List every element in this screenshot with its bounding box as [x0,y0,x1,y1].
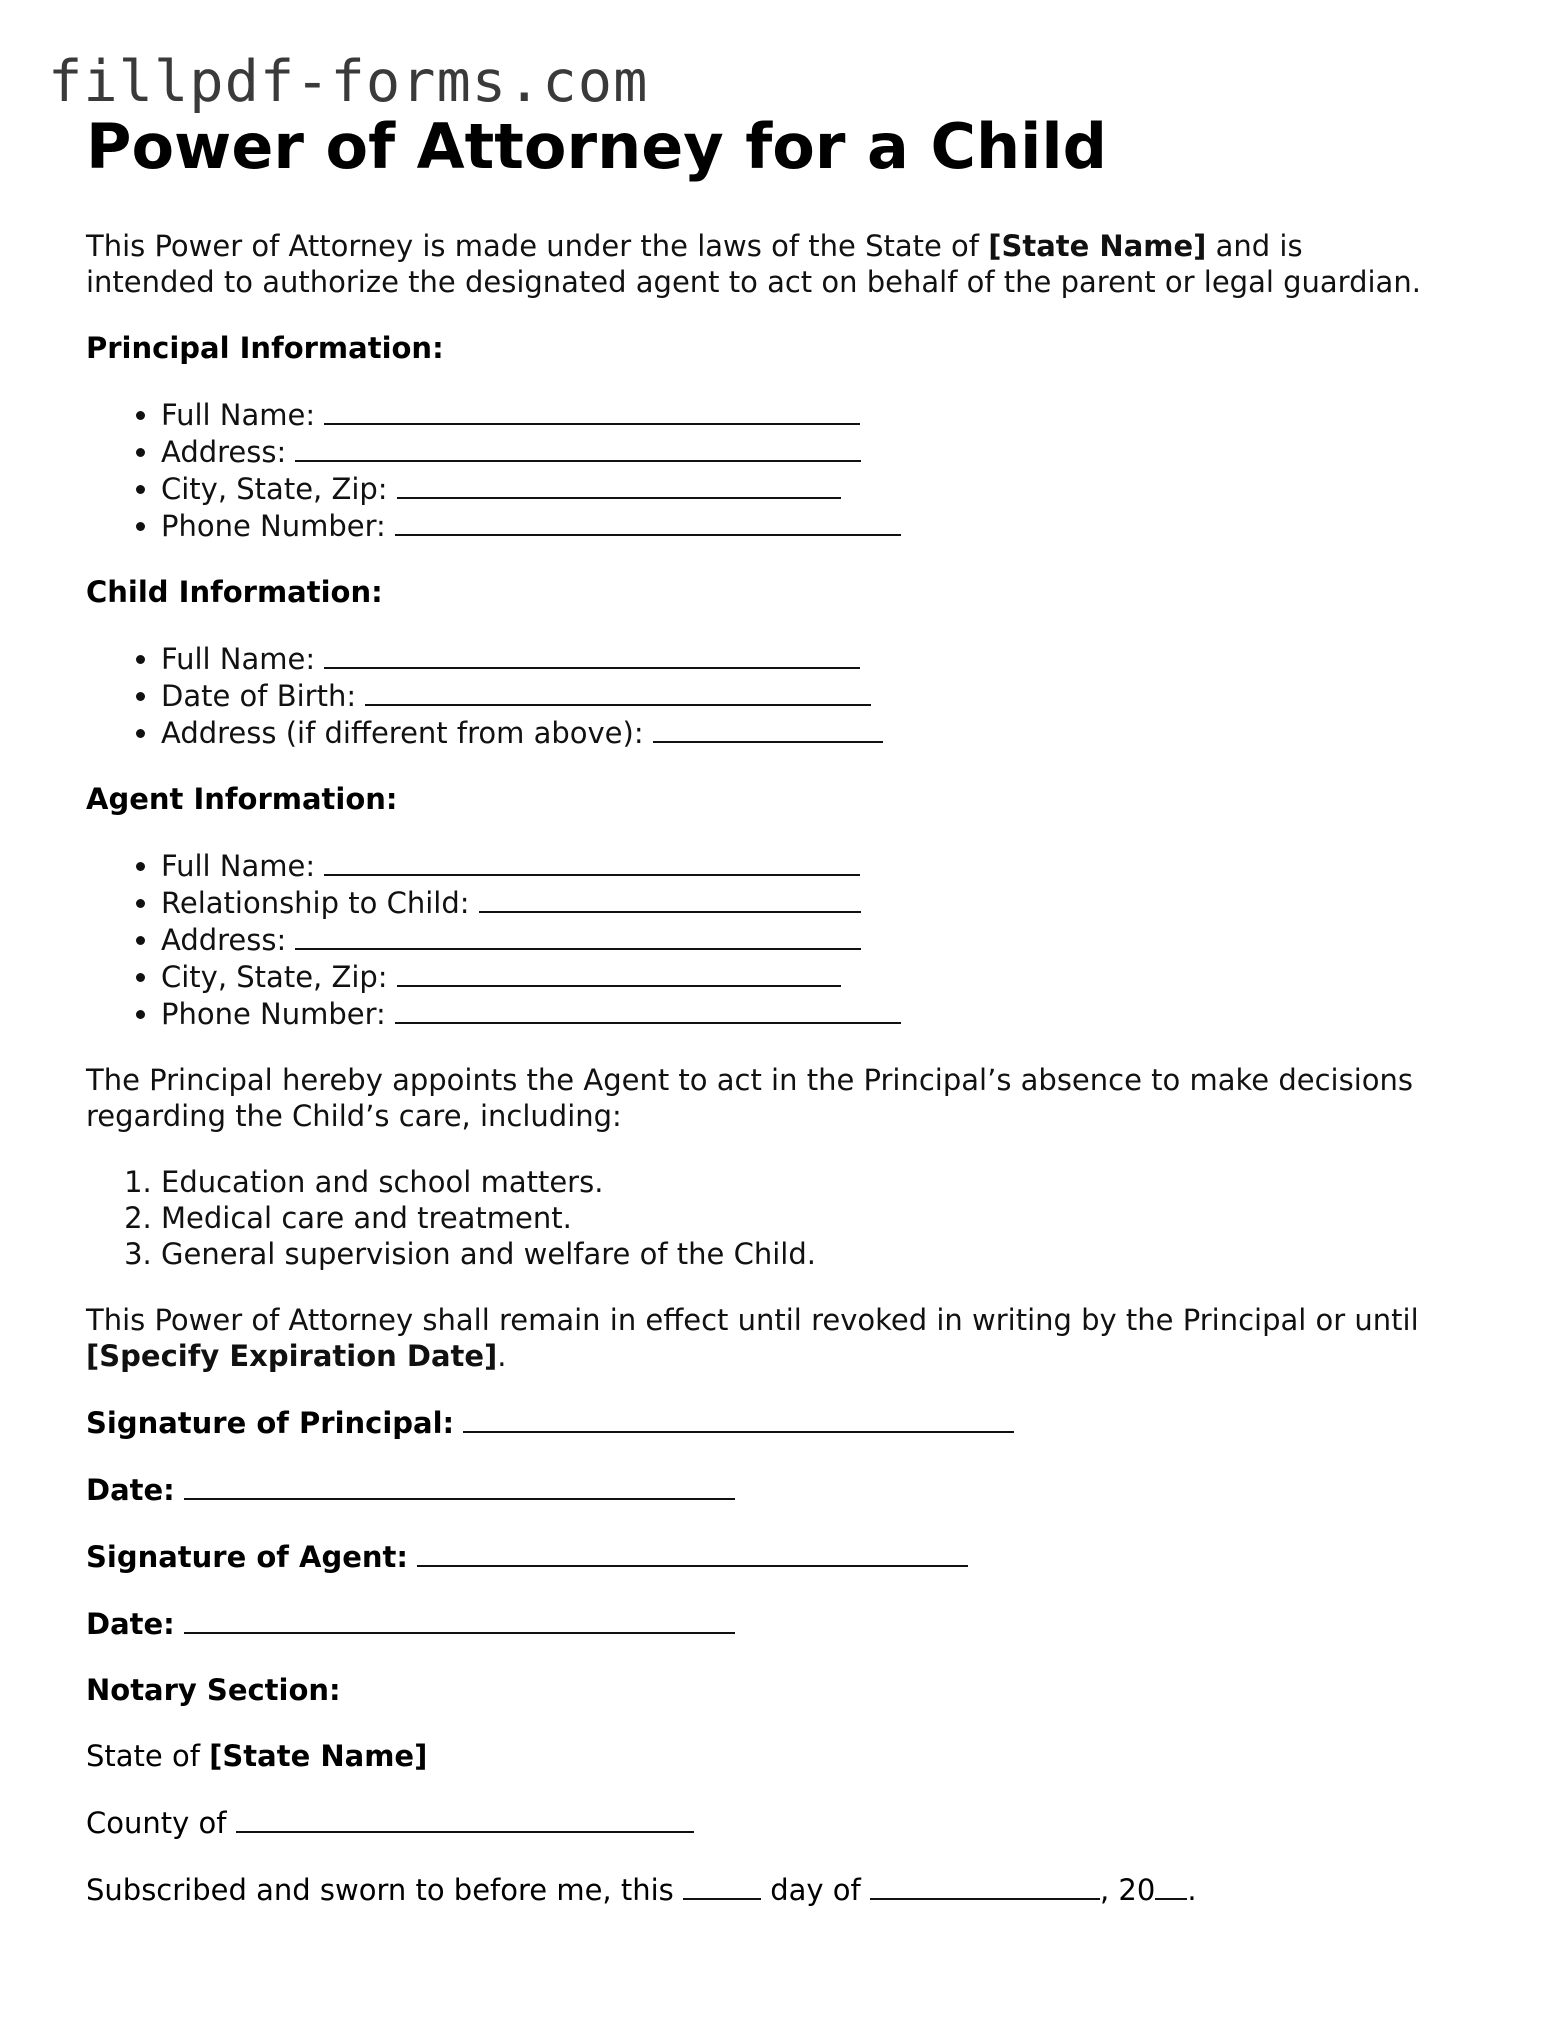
fill-line[interactable] [417,1538,968,1567]
fill-line[interactable] [395,995,901,1024]
fill-line[interactable] [295,921,861,950]
child-address-field[interactable] [161,714,1486,751]
agent-signature-row[interactable] [86,1538,1486,1575]
notary-state-row [86,1738,1486,1774]
state-name-placeholder: [State Name] [988,229,1207,263]
notary-sworn-row[interactable] [86,1871,1486,1908]
appointment-paragraph: The Principal hereby appoints the Agent to act in the Principal’s absence to make decisions regarding the Child’s care, including: [86,1063,1413,1133]
sworn-text: , 20 [1099,1873,1156,1907]
child-fields [86,640,1486,751]
field-label: Phone Number: [161,997,386,1031]
document-page [86,106,1486,1908]
date-label: Date: [86,1473,175,1507]
year-fill-line[interactable] [1155,1871,1187,1900]
principal-fields [86,396,1486,544]
fill-line[interactable] [324,640,860,669]
notary-heading: Notary Section: [86,1673,341,1707]
fill-line[interactable] [479,884,861,913]
power-item: 2. Medical care and treatment. [161,1200,1486,1236]
intro-text-before: This Power of Attorney is made under the laws of the State of [86,229,989,263]
child-heading: Child Information: [86,575,383,609]
principal-city-state-zip-field[interactable] [161,470,1486,507]
fill-line[interactable] [184,1605,735,1634]
agent-full-name-field[interactable] [161,847,1486,884]
child-full-name-field[interactable] [161,640,1486,677]
duration-text-after: . [497,1339,507,1373]
sworn-text: day of [770,1873,861,1907]
fill-line[interactable] [295,433,861,462]
sworn-text: . [1187,1873,1197,1907]
principal-full-name-field[interactable] [161,396,1486,433]
field-label: Relationship to Child: [161,886,470,920]
notary-state-placeholder: [State Name] [209,1739,428,1773]
fill-line[interactable] [184,1471,735,1500]
agent-city-state-zip-field[interactable] [161,958,1486,995]
duration-text-before: This Power of Attorney shall remain in effect until revoked in writing by the Principal or until [86,1303,1419,1337]
field-label: Address: [161,923,287,957]
agent-relationship-field[interactable] [161,884,1486,921]
agent-signature-label: Signature of Agent: [86,1540,408,1574]
fill-line[interactable] [395,507,901,536]
intro-paragraph [86,228,1426,300]
principal-signature-label: Signature of Principal: [86,1406,455,1440]
intro-text-after: and is intended to authorize the designated agent to act on behalf of the parent or legal guardian. [86,229,1421,299]
day-fill-line[interactable] [683,1871,761,1900]
powers-list [86,1164,1486,1272]
field-label: Date of Birth: [161,679,357,713]
duration-paragraph [86,1302,1446,1374]
sworn-text: Subscribed and sworn to before me, this [86,1873,674,1907]
principal-address-field[interactable] [161,433,1486,470]
principal-date-row[interactable] [86,1471,1486,1508]
principal-phone-field[interactable] [161,507,1486,544]
date-label: Date: [86,1607,175,1641]
fill-line[interactable] [653,714,883,743]
field-label: City, State, Zip: [161,960,388,994]
notary-county-row[interactable] [86,1804,1486,1841]
watermark: fillpdf-forms.com [48,49,649,115]
field-label: Full Name: [161,849,316,883]
field-label: Full Name: [161,642,316,676]
principal-signature-row[interactable] [86,1404,1486,1441]
agent-fields [86,847,1486,1032]
month-fill-line[interactable] [870,1871,1100,1900]
expiration-date-placeholder: [Specify Expiration Date] [86,1339,498,1373]
agent-phone-field[interactable] [161,995,1486,1032]
agent-date-row[interactable] [86,1605,1486,1642]
field-label: City, State, Zip: [161,472,388,506]
field-label: Phone Number: [161,509,386,543]
principal-heading: Principal Information: [86,331,444,365]
fill-line[interactable] [324,396,860,425]
field-label: Address: [161,435,287,469]
agent-address-field[interactable] [161,921,1486,958]
fill-line[interactable] [397,958,841,987]
power-item: 1. Education and school matters. [161,1164,1486,1200]
fill-line[interactable] [365,677,871,706]
notary-county-label: County of [86,1806,227,1840]
fill-line[interactable] [397,470,841,499]
agent-heading: Agent Information: [86,782,398,816]
notary-state-prefix: State of [86,1739,210,1773]
child-date-of-birth-field[interactable] [161,677,1486,714]
fill-line[interactable] [236,1804,694,1833]
document-title: Power of Attorney for a Child [86,110,1107,183]
field-label: Full Name: [161,398,316,432]
fill-line[interactable] [463,1404,1014,1433]
fill-line[interactable] [324,847,860,876]
power-item: 3. General supervision and welfare of the Child. [161,1236,1486,1272]
field-label: Address (if different from above): [161,716,644,750]
